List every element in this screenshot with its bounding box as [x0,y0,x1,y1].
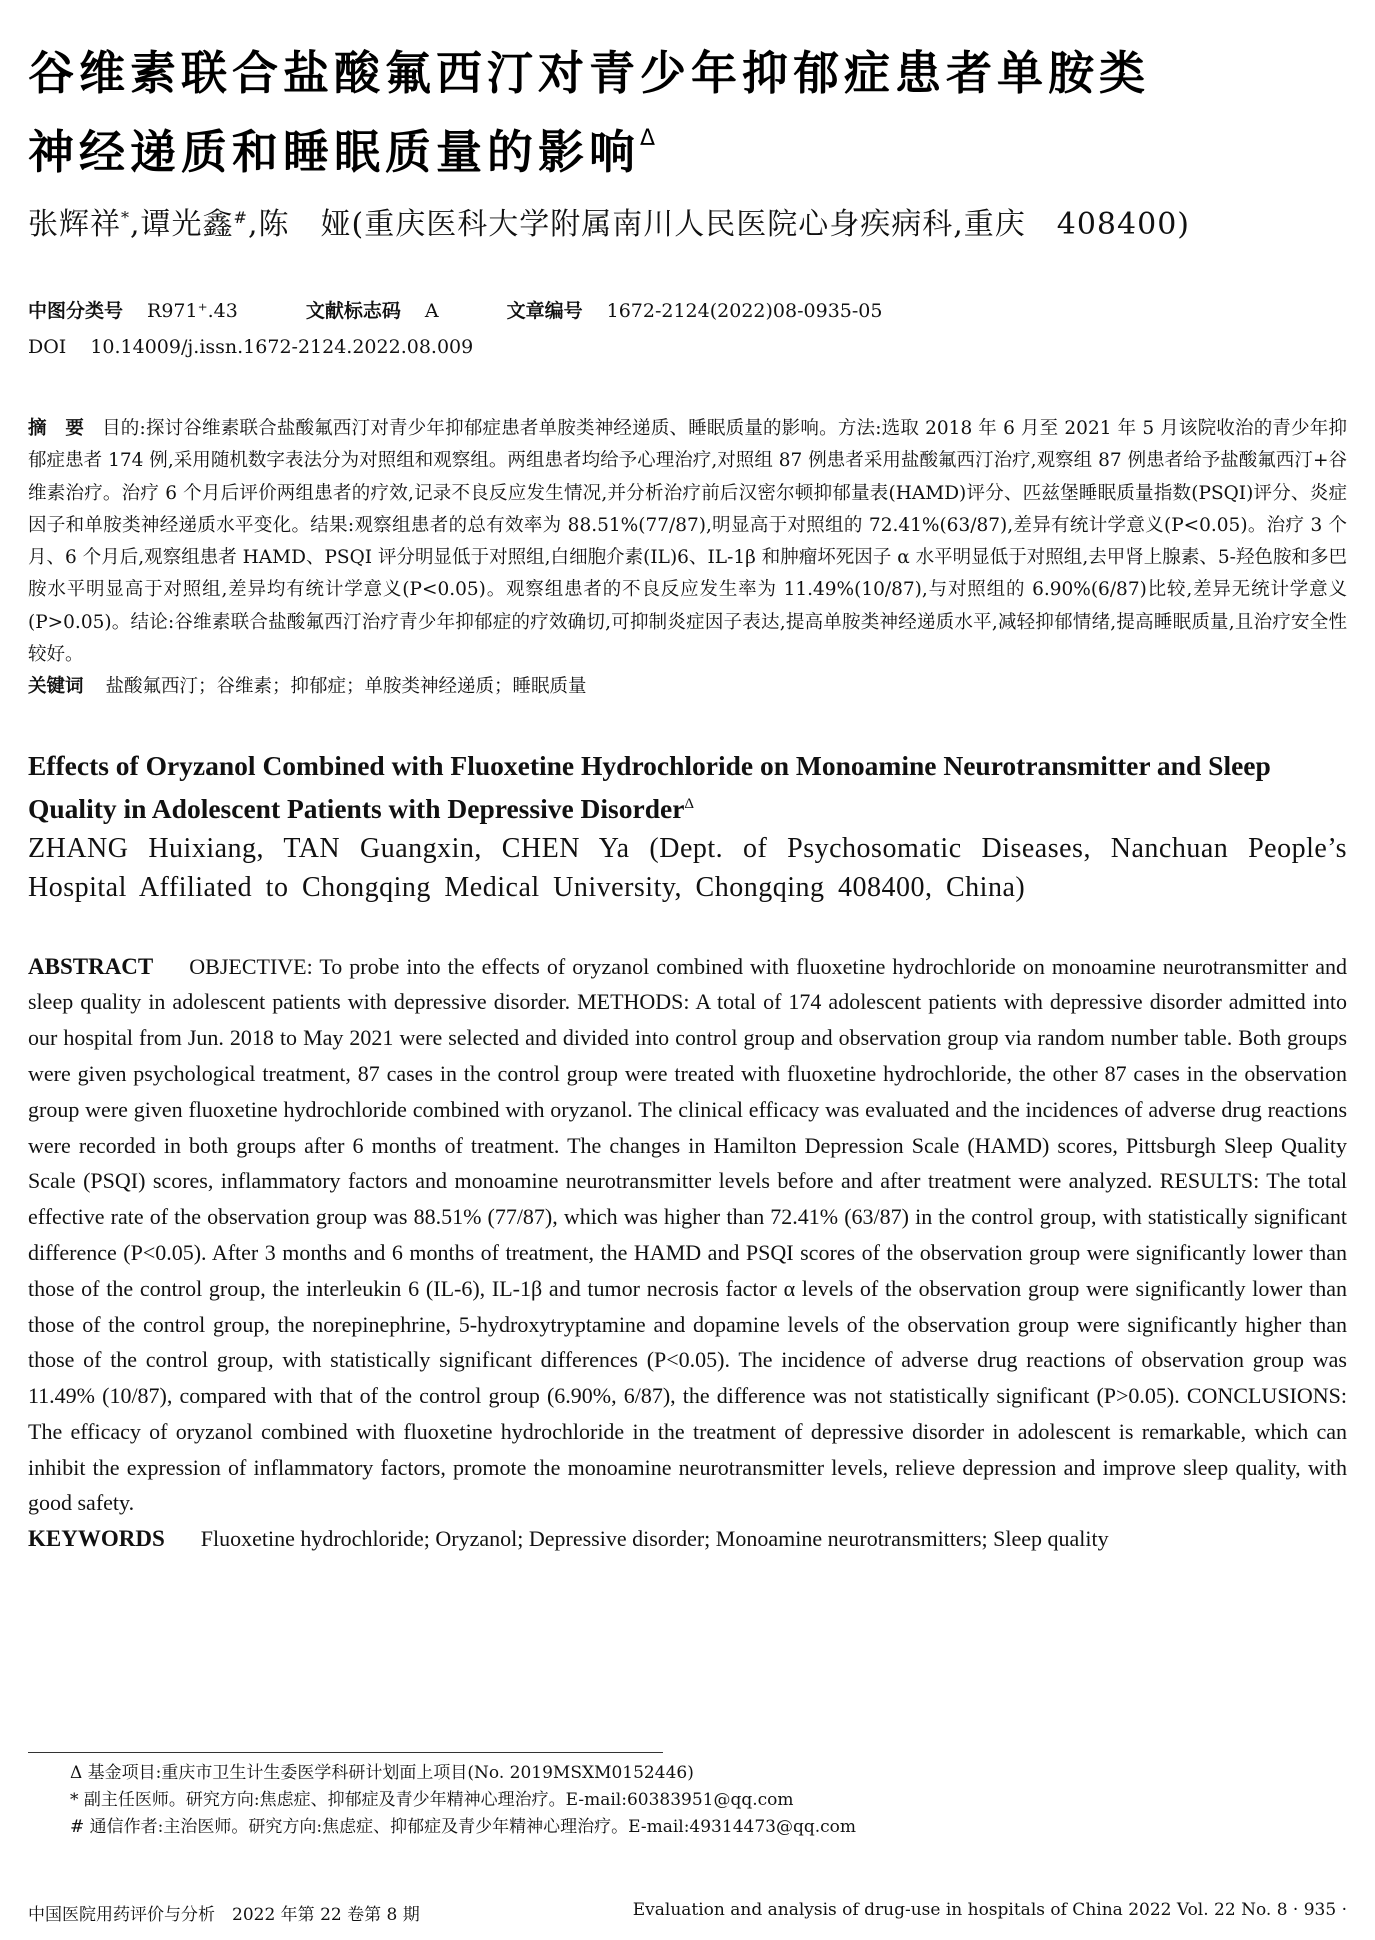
keywords-en [28,1521,1347,1557]
doc-code-label: 文献标志码 [305,300,401,322]
author-line: 张辉祥*,谭光鑫#,陈 娅(重庆医科大学附属南川人民医院心身疾病科,重庆 408400) [28,207,1190,242]
title-line-1: 谷维素联合盐酸氟西汀对青少年抑郁症患者单胺类 [28,46,1150,100]
title-line-2: 神经递质和睡眠质量的影响 [28,125,640,179]
footnote-corresponding: # 通信作者:主治医师。研究方向:焦虑症、抑郁症及青少年精神心理治疗。E-mail:49314473@qq.com [70,1817,856,1837]
footnote-divider [28,1752,663,1753]
author-1-mark: * [121,208,130,227]
english-title [28,747,1347,828]
author-2: 谭光鑫 [140,207,234,242]
english-title-text: Effects of Oryzanol Combined with Fluoxetine Hydrochloride on Monoamine Neurotransmitter and Sleep Quality in Adolescent Patients with Depressive Disorder [28,750,1271,825]
running-footer [28,1900,1347,1925]
article-title [28,0,1347,192]
abstract-cn [28,413,1347,671]
author-1: 张辉祥 [28,207,121,242]
author-3: 陈 娅 [258,207,352,242]
doi-value: 10.14009/j.issn.1672-2124.2022.08.009 [90,336,474,358]
abstract-en-text: OBJECTIVE: To probe into the effects of oryzanol combined with fluoxetine hydrochloride on monoamine neurotransmitter and sleep quality in adolescent patients with depressive disorder. METHODS: A total of 174 adolescent patients with depressive disorder admitted into our hospital from Jun. 2018 to May 2021 were selected and divided into control group and observation group via random number table. Both groups were given psychological treatment, 87 cases in the control group were treated with fluoxetine hydrochloride, the other 87 cases in the observation group were given fluoxetine hydrochloride combined with oryzanol. The clinical efficacy was evaluated and the incidences of adverse drug reactions were recorded in both groups after 6 months of treatment. The changes in Hamilton Depression Scale (HAMD) scores, Pittsburgh Sleep Quality Scale (PSQI) scores, inflammatory factors and monoamine neurotransmitter levels before and after treatment were analyzed. RESULTS: The total effective rate of the observation group was 88.51% (77/87), which was higher than 72.41% (63/87) in the control group, with statistically significant difference (P<0.05). After 3 months and 6 months of treatment, the HAMD and PSQI scores of the observation group were significantly lower than those of the control group, the interleukin 6 (IL-6), IL-1β and tumor necrosis factor α levels of the observation group were significantly lower than those of the control group, the norepinephrine, 5-hydroxytryptamine and dopamine levels of the observation group were significantly higher than those of the control group, with statistically significant differences (P<0.05). The incidence of adverse drug reactions of observation group was 11.49% (10/87), compared with that of the control group (6.90%, 6/87), the difference was not statistically significant (P>0.05). CONCLUSIONS: The efficacy of oryzanol combined with fluoxetine hydrochloride in the treatment of depressive disorder in adolescent is remarkable, which can inhibit the expression of inflammatory factors, promote the monoamine neurotransmitter levels, relieve depression and improve sleep quality, with good safety. [28,953,1347,1516]
keywords-cn-text: 盐酸氟西汀；谷维素；抑郁症；单胺类神经递质；睡眠质量 [105,676,587,698]
article-meta [28,293,1347,365]
abstract-en [28,949,1347,1522]
article-number-value: 1672-2124(2022)08-0935-05 [606,300,883,322]
title-fund-mark: Δ [640,126,661,151]
english-authors: ZHANG Huixiang, TAN Guangxin, CHEN Ya (Dept. of Psychosomatic Diseases, Nanchuan People’s Hospital Affiliated to Chongqing Medical University, Chongqing 408400, China) [28,832,1347,903]
abstract-cn-label: 摘 要 [28,418,85,439]
doi-label: DOI [28,336,67,358]
footnote-fund: Δ 基金项目:重庆市卫生计生委医学科研计划面上项目(No. 2019MSXM0152446) [70,1763,694,1783]
clc-label: 中图分类号 [28,300,124,322]
keywords-cn [28,671,1347,703]
abstract-cn-text: 目的:探讨谷维素联合盐酸氟西汀对青少年抑郁症患者单胺类神经递质、睡眠质量的影响。方法:选取 2018 年 6 月至 2021 年 5 月该院收治的青少年抑郁症患者 174 例,采用随机数字表法分为对照组和观察组。两组患者均给予心理治疗,对照组 87 例患者采用盐酸氟西汀治疗,观察组 87 例患者给予盐酸氟西汀+谷维素治疗。治疗 6 个月后评价两组患者的疗效,记录不良反应发生情况,并分析治疗前后汉密尔顿抑郁量表(HAMD)评分、匹兹堡睡眠质量指数(PSQI)评分、炎症因子和单胺类神经递质水平变化。结果:观察组患者的总有效率为 88.51%(77/87),明显高于对照组的 72.41%(63/87),差异有统计学意义(P<0.05)。治疗 3 个月、6 个月后,观察组患者 HAMD、PSQI 评分明显低于对照组,白细胞介素(IL)6、IL-1β 和肿瘤坏死因子 α 水平明显低于对照组,去甲肾上腺素、5-羟色胺和多巴胺水平明显高于对照组,差异均有统计学意义(P<0.05)。观察组患者的不良反应发生率为 11.49%(10/87),与对照组的 6.90%(6/87)比较,差异无统计学意义(P>0.05)。结论:谷维素联合盐酸氟西汀治疗青少年抑郁症的疗效确切,可抑制炎症因子表达,提高单胺类神经递质水平,减轻抑郁情绪,提高睡眠质量,且治疗安全性较好。 [28,418,1347,666]
journal-name-cn: 中国医院用药评价与分析 2022 年第 22 卷第 8 期 [28,1905,420,1925]
meta-row-classification [28,293,1347,329]
keywords-cn-label: 关键词 [28,676,84,698]
journal-name-en: Evaluation and analysis of drug-use in hospitals of China 2022 Vol. 22 No. 8 · 935 · [632,1900,1347,1920]
article-number-label: 文章编号 [506,300,583,322]
clc-value: R971⁺.43 [147,300,238,322]
keywords-en-text: Fluoxetine hydrochloride; Oryzanol; Depressive disorder; Monoamine neurotransmitters; Sleep quality [200,1526,1109,1552]
english-title-mark: Δ [684,796,695,813]
footnote-first-author: * 副主任医师。研究方向:焦虑症、抑郁症及青少年精神心理治疗。E-mail:60383951@qq.com [70,1790,794,1810]
meta-row-doi [28,329,1347,365]
keywords-en-label: KEYWORDS [28,1526,165,1552]
footnotes [70,1760,856,1841]
author-affiliation: 重庆医科大学附属南川人民医院心身疾病科,重庆 408400 [364,207,1178,242]
author-2-mark: # [233,208,248,227]
doc-code-value: A [424,300,439,322]
abstract-en-label: ABSTRACT [28,953,154,979]
